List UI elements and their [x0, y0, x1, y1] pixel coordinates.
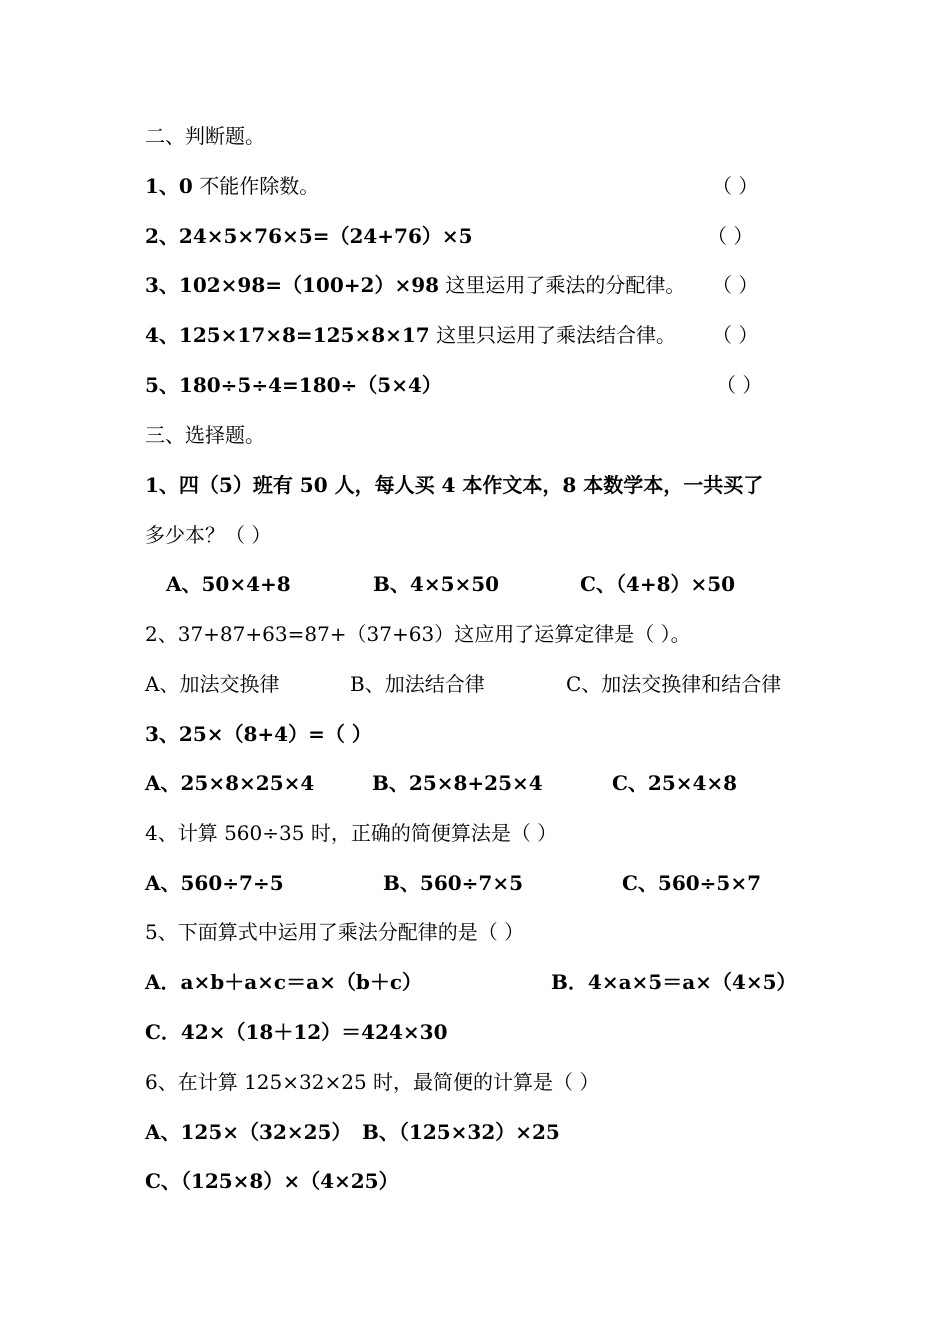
- item-expression: 24×5×76×5=（24+76）×5: [178, 224, 473, 248]
- option-b[interactable]: B．4×a×5＝a×（4×5）: [551, 970, 797, 994]
- choice-question-4: 4、计算 560÷35 时，正确的简便算法是（ ）: [145, 821, 558, 845]
- answer-blank[interactable]: （ ）: [712, 323, 759, 347]
- item-text: 这里运用了乘法的分配律。: [445, 273, 686, 297]
- item-text: 这里只运用了乘法结合律。: [436, 323, 677, 347]
- option-c[interactable]: C、25×4×8: [612, 771, 738, 795]
- item-number: 5、: [145, 373, 179, 397]
- answer-blank[interactable]: （ ）: [712, 273, 759, 297]
- item-number: 3、: [145, 273, 179, 297]
- choice-question-1: 1、四（5）班有 50 人，每人买 4 本作文本，8 本数学本，一共买了: [145, 473, 764, 497]
- choice-question-2: 2、37+87+63=87+（37+63）这应用了运算定律是（ ）。: [145, 622, 691, 646]
- section-3-title: 三、选择题。: [145, 423, 265, 447]
- section-2-title: 二、判断题。: [145, 124, 265, 148]
- choice-question-6: 6、在计算 125×32×25 时，最简便的计算是（ ）: [145, 1070, 600, 1094]
- judge-item-4: [145, 321, 676, 349]
- option-c[interactable]: C．42×（18＋12）＝424×30: [145, 1020, 448, 1044]
- choice-question-3: 3、25×（8+4）=（ ）: [145, 722, 372, 746]
- choice-question-5: 5、下面算式中运用了乘法分配律的是（ ）: [145, 920, 525, 944]
- judge-item-1: [145, 172, 319, 200]
- choice-question-1-cont: 多少本？（ ）: [145, 523, 272, 547]
- option-c[interactable]: C、（125×8）×（4×25）: [145, 1169, 399, 1193]
- option-c[interactable]: C、加法交换律和结合律: [566, 672, 782, 696]
- option-c[interactable]: C、560÷5×7: [622, 871, 762, 895]
- item-number: 1、: [145, 174, 179, 198]
- option-b[interactable]: B、（125×32）×25: [362, 1120, 560, 1144]
- option-b[interactable]: B、25×8+25×4: [372, 771, 543, 795]
- option-a[interactable]: A、560÷7÷5: [145, 871, 284, 895]
- option-a[interactable]: A．a×b＋a×c＝a×（b＋c）: [145, 970, 422, 994]
- judge-item-3: [145, 271, 685, 299]
- answer-blank[interactable]: （ ）: [716, 373, 763, 397]
- option-a[interactable]: A、125×（32×25）: [145, 1120, 352, 1144]
- item-number: 2、: [145, 224, 179, 248]
- item-expression: 0: [178, 174, 193, 198]
- item-number: 4、: [145, 323, 179, 347]
- option-b[interactable]: B、4×5×50: [373, 572, 500, 596]
- judge-item-5: [145, 371, 442, 399]
- option-b[interactable]: B、加法结合律: [350, 672, 485, 696]
- item-expression: 125×17×8=125×8×17: [178, 323, 430, 347]
- item-text: 不能作除数。: [199, 174, 320, 198]
- option-c[interactable]: C、（4+8）×50: [580, 572, 736, 596]
- option-a[interactable]: A、加法交换律: [145, 672, 280, 696]
- answer-blank[interactable]: （ ）: [707, 224, 754, 248]
- option-b[interactable]: B、560÷7×5: [383, 871, 523, 895]
- item-expression: 180÷5÷4=180÷（5×4）: [178, 373, 442, 397]
- option-a[interactable]: A、25×8×25×4: [145, 771, 315, 795]
- answer-blank[interactable]: （ ）: [712, 174, 759, 198]
- judge-item-2: [145, 222, 473, 250]
- option-a[interactable]: A、50×4+8: [166, 572, 291, 596]
- item-expression: 102×98=（100+2）×98: [178, 273, 440, 297]
